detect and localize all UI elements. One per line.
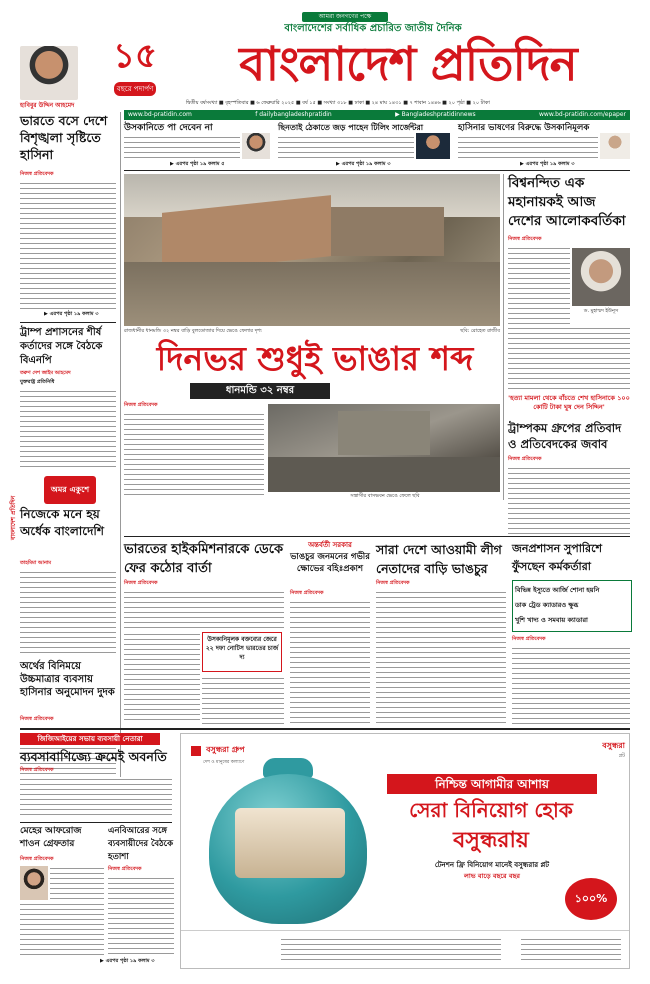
ad-brand-sub: দেশ ও মানুষের কল্যাণে xyxy=(203,760,245,765)
lower-story-1-body-c xyxy=(202,676,284,724)
lead-photo-caption: রাজধানীর ধানমন্ডি ৩২ নম্বর বাড়ি বুলডোজার দিয়ে ভেঙে ফেলার দৃশ্য xyxy=(124,328,262,334)
ad-footer-text xyxy=(281,937,501,963)
teaser-3-follow: ▶ এরপর পৃষ্ঠা ১৯ কলাম ৩ xyxy=(520,161,575,167)
facebook-link[interactable]: f dailybangladeshpratidin xyxy=(255,111,332,118)
social-bar xyxy=(124,110,630,120)
right-quote: 'হত্যা মামলা থেকে বাঁচতে শেখ হাসিনাকে ১০০ কোটি টাকা ঘুষ দেন সিদ্দিন' xyxy=(508,394,630,411)
left-section: যুক্তরাষ্ট্র প্রতিনিধি xyxy=(20,379,55,385)
youtube-icon: ▶ xyxy=(395,111,402,118)
teaser-2-body xyxy=(278,135,414,161)
left-continued-1: ▶ এরপর পৃষ্ঠা ১৯ কলাম ৩ xyxy=(44,311,99,317)
ad-corner-logo xyxy=(577,740,625,760)
kicker-tag: ধানমন্ডি ৩২ নম্বর xyxy=(190,383,330,399)
lower-story-4-body xyxy=(512,646,630,724)
bullet-item: ডাক ট্রেড ক্যাডারও ক্ষুব্ধ xyxy=(515,601,579,609)
second-photo-caption: সন্ত্রাসীর বাসভবন ভেঙে ফেলে ছবি xyxy=(350,493,420,499)
divider xyxy=(124,536,630,537)
divider xyxy=(20,822,172,823)
anniversary-text: বছরে পদার্পণ xyxy=(114,82,156,96)
ad-offer-sub: লাভ বাড়ে বছরে বছর xyxy=(464,872,520,880)
divider xyxy=(20,322,116,323)
teaser-2-photo xyxy=(416,133,450,159)
teaser-3-photo xyxy=(600,133,630,159)
ad-brand xyxy=(191,740,311,765)
divider xyxy=(20,728,630,730)
ad-jar-illustration xyxy=(205,758,371,926)
lead-body xyxy=(124,412,264,498)
ad-line-2: সেরা বিনিয়োগ হোক xyxy=(409,798,573,822)
ad-offer: টেনশন ফ্রি বিনিয়োগ মানেই বসুন্ধরার প্লট xyxy=(434,861,550,869)
anniversary-logo xyxy=(96,36,174,98)
lower-story-2-body xyxy=(290,600,370,724)
left-headline-1: ভারতে বসে দেশে বিশৃঙ্খলা সৃষ্টিতে হাসিনা xyxy=(20,113,108,162)
ad-logo-icon xyxy=(191,746,201,756)
left-reporter-2: তরুণ দেশ জাইম আহমেদ xyxy=(20,370,71,376)
bullet-item: খুশি খাদ্য ও সমবায় ক্যাডারা xyxy=(515,616,588,624)
second-photo xyxy=(268,404,500,492)
ad-footer-contacts xyxy=(521,937,621,963)
left-body-3 xyxy=(20,570,116,656)
lower-story-3-reporter: নিজস্ব প্রতিবেদক xyxy=(376,580,410,586)
bottom-headline-2: মেহের আফরোজ শাওন গ্রেফতার xyxy=(20,826,82,849)
ad-panel xyxy=(180,733,630,969)
main-headline: দিনভর শুধুই ভাঙার শব্দ xyxy=(156,339,474,378)
bottom-body-3 xyxy=(108,876,174,956)
teaser-1-follow: ▶ এরপর পৃষ্ঠা ১৯ কলাম ৫ xyxy=(170,161,225,167)
ad-footer xyxy=(181,930,629,968)
divider xyxy=(124,170,630,171)
lead-reporter: নিজস্ব প্রতিবেদক xyxy=(124,402,158,408)
bottom-portrait xyxy=(20,866,48,900)
amar-ekushe-logo: অমর একুশে xyxy=(44,476,96,504)
facebook-icon: f xyxy=(255,111,260,118)
lower-story-4-title: জনপ্রশাসন সুপারিশে ফুঁসছেন কর্মকর্তারা xyxy=(512,542,603,573)
left-byline-3: তাহমিমা আনাম xyxy=(20,560,52,566)
bottom-body xyxy=(20,777,172,819)
lower-story-4-bullets xyxy=(512,580,632,632)
teaser-2-follow: ▶ এরপর পৃষ্ঠা ১৯ কলাম ৩ xyxy=(336,161,391,167)
youtube-link[interactable]: ▶ Bangladeshpratidinnews xyxy=(395,111,476,118)
masthead-byline: হাবিবুর উদ্দিন আহমেদ xyxy=(20,102,75,109)
left-reporter-4: নিজস্ব প্রতিবেদক xyxy=(20,716,54,722)
bottom-reporter-3: নিজস্ব প্রতিবেদক xyxy=(108,866,142,872)
left-reporter-1: নিজস্ব প্রতিবেদক xyxy=(20,171,54,177)
left-headline-4: অর্থের বিনিময়ে উচ্চমাত্রার ব্যবসায় হাসিনার অনুমোদন দুদক xyxy=(20,661,115,698)
lower-story-3-body xyxy=(376,590,506,724)
lower-story-2-reporter: নিজস্ব প্রতিবেদক xyxy=(290,590,324,596)
lead-photo xyxy=(124,174,500,326)
column-divider xyxy=(120,112,121,818)
masthead-title: বাংলাদেশ প্রতিদিন xyxy=(239,37,577,92)
lower-story-2-kicker: অন্তর্বর্তী সরকার xyxy=(308,541,352,549)
bottom-banner: জিজিআইয়ের সভায় ব্যবসায়ী নেতারা xyxy=(20,733,160,745)
right-reporter-1: নিজস্ব প্রতিবেদক xyxy=(508,236,542,242)
right-portrait xyxy=(572,248,630,306)
left-headline-2: ট্রাম্প প্রশাসনের শীর্ষ কর্তাদের সঙ্গে বৈঠকে বিএনপি xyxy=(20,327,103,366)
teaser-1-body xyxy=(124,135,240,161)
bottom-follow: ▶ এরপর পৃষ্ঠা ১৯ কলাম ৩ xyxy=(100,958,155,964)
lower-story-4-reporter: নিজস্ব প্রতিবেদক xyxy=(512,636,546,642)
ad-corner-sub: প্লট xyxy=(618,753,625,759)
bottom-reporter: নিজস্ব প্রতিবেদক xyxy=(20,767,54,773)
bottom-reporter-2: নিজস্ব প্রতিবেদক xyxy=(20,856,54,862)
lower-story-1-body xyxy=(124,590,284,630)
lower-story-2-title: ভাঙচুর জনমনের গভীর ক্ষোভের বহিঃপ্রকাশ xyxy=(290,552,370,574)
bottom-headline: ব্যবসাবাণিজ্যে ক্রমেই অবনতি xyxy=(20,749,167,764)
ad-line-3: বসুন্ধরায় xyxy=(453,828,529,853)
teaser-3-title: হাসিনার ভাষণের বিরুদ্ধে উসকানিমূলক xyxy=(458,123,590,133)
right-reporter-2: নিজস্ব প্রতিবেদক xyxy=(508,456,542,462)
lower-story-3-title: সারা দেশে আওয়ামী লীগ নেতাদের বাড়ি ভাঙচুর xyxy=(376,542,502,576)
web-link[interactable]: www.bd-pratidin.com xyxy=(128,111,192,118)
left-body-2 xyxy=(20,389,116,471)
lower-story-1-reporter: নিজস্ব প্রতিবেদক xyxy=(124,580,158,586)
left-body-1 xyxy=(20,181,116,309)
ad-badge xyxy=(565,878,617,920)
masthead-tagline: আমরা জনগণের পক্ষে xyxy=(302,12,388,22)
right-body-2 xyxy=(508,466,630,534)
masthead-portrait xyxy=(20,46,78,100)
anniversary-number: ১৫ xyxy=(112,36,158,76)
teaser-1-photo xyxy=(242,133,270,159)
teaser-3-body xyxy=(458,135,598,161)
column-divider xyxy=(503,174,504,500)
bottom-headline-3: এনবিআরের সঙ্গে ব্যবসায়ীদের বৈঠকে হতাশা xyxy=(108,826,174,862)
ad-brand-name: বসুন্ধরা গ্রুপ xyxy=(206,745,245,754)
lower-story-1-box: উসকানিমূলক বক্তব্যের জেরে ২২ দফা নোটিস ভারতের চার্জ দ্য xyxy=(202,632,282,672)
bottom-body-2 xyxy=(50,866,104,900)
right-headline-2: ট্রাম্পকম গ্রুপের প্রতিবাদ ও প্রতিবেদকের জবাব xyxy=(508,421,622,451)
right-portrait-caption: ড. মুহাম্মদ ইউনূস xyxy=(583,308,619,314)
issue-line: দ্বিতীয় বর্ষসংখ্যা ■ বৃহস্পতিবার ■ ৬ ফেব্রুয়ারি ২০২৫ ■ বর্ষ ১৫ ■ সংখ্যা ৩১৮ ■ ঢাকা ■ ২৪ মাঘ ১৪৩১ ■ ৭ শাবান ১৪৪৬ ■ ২০ পৃষ্ঠা ■ ২০ টাকা xyxy=(186,100,490,106)
masthead-subtitle: বাংলাদেশের সর্বাধিক প্রচারিত জাতীয় দৈনিক xyxy=(284,23,462,34)
right-body-1 xyxy=(508,246,570,326)
ad-line-1: নিশ্চিন্ত আগামীর আশায় xyxy=(387,774,597,794)
epaper-link[interactable]: www.bd-pratidin.com/epaper xyxy=(539,111,626,118)
vertical-label: বাংলাদেশ প্রতিদিন xyxy=(10,495,17,540)
ad-corner-brand: বসুন্ধরা xyxy=(602,741,625,750)
bottom-body-2b xyxy=(20,902,104,956)
bullet-item: বিভিন্ন ইস্যুতে আর্জি শোনা হয়নি xyxy=(515,586,600,594)
ad-badge-percent: ১০০% xyxy=(574,892,608,905)
lead-photo-credit: ছবি: রোহেত রাজীব xyxy=(460,328,500,334)
teaser-2-title: ছিনতাই ঠেকাতে জড় পাহেন টিলিং সার্জেন্টরা xyxy=(278,123,424,132)
lower-story-1-body-b xyxy=(124,632,200,724)
right-body-1b xyxy=(508,326,630,390)
teaser-1-title: উসকানিতে পা দেবেন না xyxy=(124,123,213,133)
left-headline-3: নিজেকে মনে হয় অর্ধেক বাংলাদেশি xyxy=(20,507,104,538)
right-headline-1: বিশ্বনন্দিত এক মহানায়কই আজ দেশের আলোকবর্তিকা xyxy=(508,175,626,229)
lower-story-1-title: ভারতের হাইকমিশনারকে ডেকে ফের কঠোর বার্তা xyxy=(124,542,284,576)
